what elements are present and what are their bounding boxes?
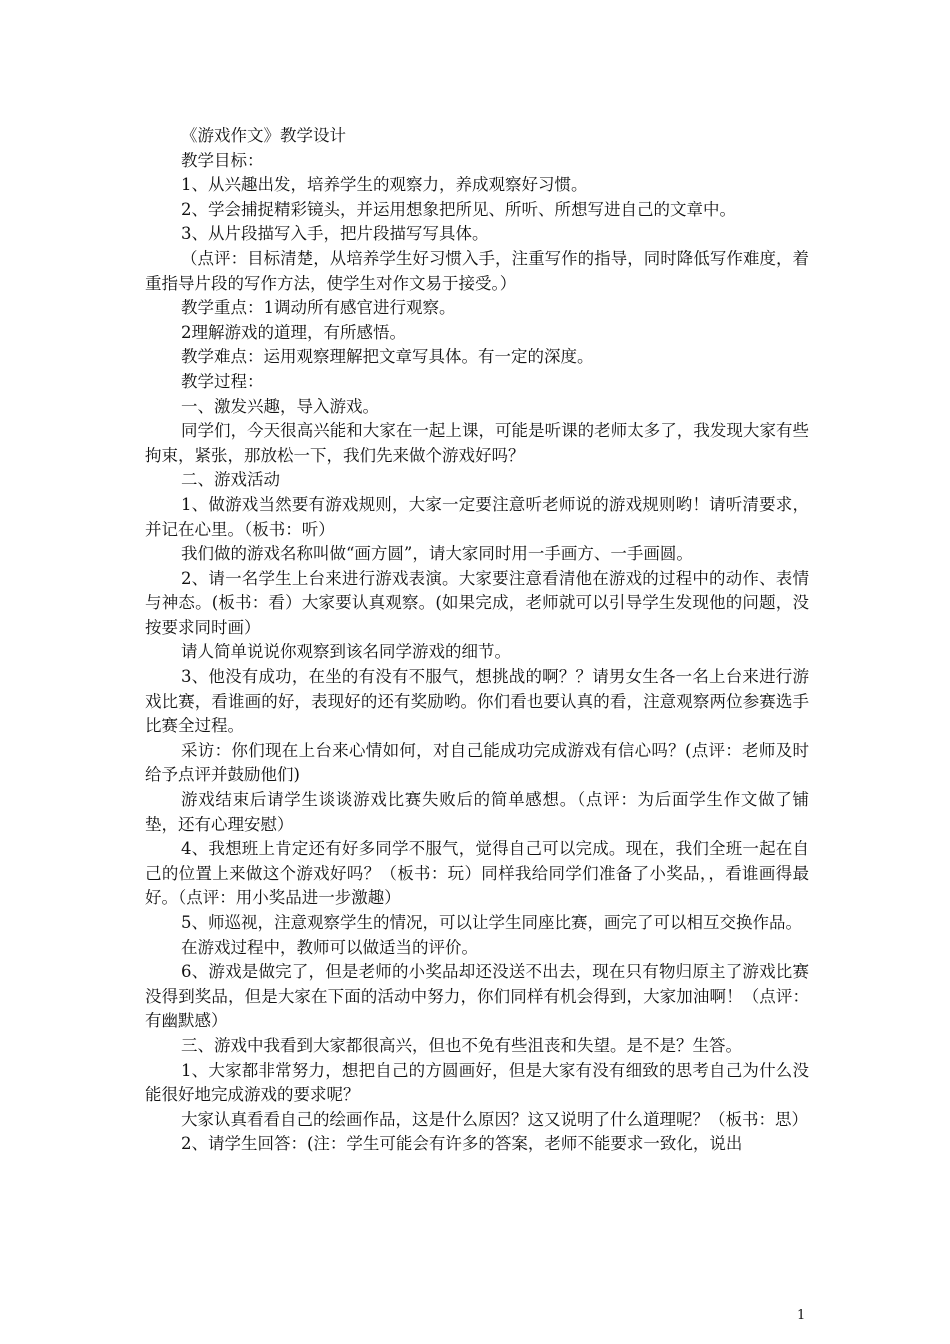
paragraph: （点评：目标清楚，从培养学生好习惯入手，注重写作的指导，同时降低写作难度，着重指导片段的写作方法，使学生对作文易于接受。） <box>145 248 809 293</box>
paragraph: 5、师巡视，注意观察学生的情况，可以让学生同座比赛，画完了可以相互交换作品。 <box>181 913 802 932</box>
paragraph: 1、大家都非常努力，想把自己的方圆画好，但是大家有没有细致的思考自己为什么没能很好地完成游戏的要求呢？ <box>145 1060 809 1105</box>
paragraph: 3、从片段描写入手，把片段描写写具体。 <box>181 224 489 244</box>
paragraph: 我们做的游戏名称叫做“画方圆”，请大家同时用一手画方、一手画圆。 <box>181 544 693 564</box>
paragraph: 2、请学生回答：(注：学生可能会有许多的答案，老师不能要求一致化，说出 <box>181 1134 743 1154</box>
paragraph: 采访：你们现在上台来心情如何，对自己能成功完成游戏有信心吗？(点评：老师及时给予点评并鼓励他们) <box>145 740 809 785</box>
paragraph: 1、做游戏当然要有游戏规则，大家一定要注意听老师说的游戏规则哟！请听清要求，并记在心里。（板书：听） <box>145 494 809 539</box>
document-title: 《游戏作文》教学设计 <box>181 126 346 145</box>
paragraph: 3、他没有成功，在坐的有没有不服气，想挑战的啊？？请男女生各一名上台来进行游戏比赛，看谁画的好，表现好的还有奖励哟。你们看也要认真的看，注意观察两位参赛选手比赛全过程。 <box>145 667 809 736</box>
paragraph: 6、游戏是做完了，但是老师的小奖品却还没送不出去，现在只有物归原主了游戏比赛没得到奖品，但是大家在下面的活动中努力，你们同样有机会得到，大家加油啊！（点评：有幽默感） <box>145 962 809 1031</box>
paragraph: 一、激发兴趣，导入游戏。 <box>181 396 379 416</box>
paragraph: 2理解游戏的道理，有所感悟。 <box>181 322 406 342</box>
paragraph: 1、从兴趣出发，培养学生的观察力，养成观察好习惯。 <box>181 175 588 195</box>
paragraph: 2、学会捕捉精彩镜头，并运用想象把所见、所听、所想写进自己的文章中。 <box>181 199 736 219</box>
paragraph: 在游戏过程中，教师可以做适当的评价。 <box>181 937 478 957</box>
paragraph: 教学过程： <box>181 371 264 391</box>
page-number: 1 <box>797 1308 806 1323</box>
paragraph: 教学目标： <box>181 150 264 170</box>
paragraph: 同学们，今天很高兴能和大家在一起上课，可能是听课的老师太多了，我发现大家有些拘束，紧张，那放松一下，我们先来做个游戏好吗？ <box>145 421 809 465</box>
paragraph: 4、我想班上肯定还有好多同学不服气，觉得自己可以完成。现在，我们全班一起在自己的位置上来做这个游戏好吗？（板书：玩）同样我给同学们准备了小奖品，，看谁画得最好。（点评：用小奖品进一步激趣） <box>145 839 809 908</box>
document-body <box>145 124 809 1157</box>
paragraph: 请人简单说说你观察到该名同学游戏的细节。 <box>181 642 511 662</box>
paragraph: 教学重点：1调动所有感官进行观察。 <box>181 298 456 318</box>
paragraph: 2、请一名学生上台来进行游戏表演。大家要注意看清他在游戏的过程中的动作、表情与神态。(板书：看）大家要认真观察。(如果完成，老师就可以引导学生发现他的问题，没按要求同时画） <box>145 568 809 637</box>
paragraph: 二、游戏活动 <box>181 470 280 490</box>
paragraph: 大家认真看看自己的绘画作品，这是什么原因？这又说明了什么道理呢？（板书：思） <box>181 1109 808 1129</box>
paragraph: 游戏结束后请学生谈谈游戏比赛失败后的简单感想。（点评：为后面学生作文做了铺垫，还有心理安慰） <box>145 790 809 834</box>
paragraph: 教学难点：运用观察理解把文章写具体。有一定的深度。 <box>181 347 594 367</box>
paragraph: 三、游戏中我看到大家都很高兴，但也不免有些沮丧和失望。是不是？生答。 <box>181 1035 742 1055</box>
